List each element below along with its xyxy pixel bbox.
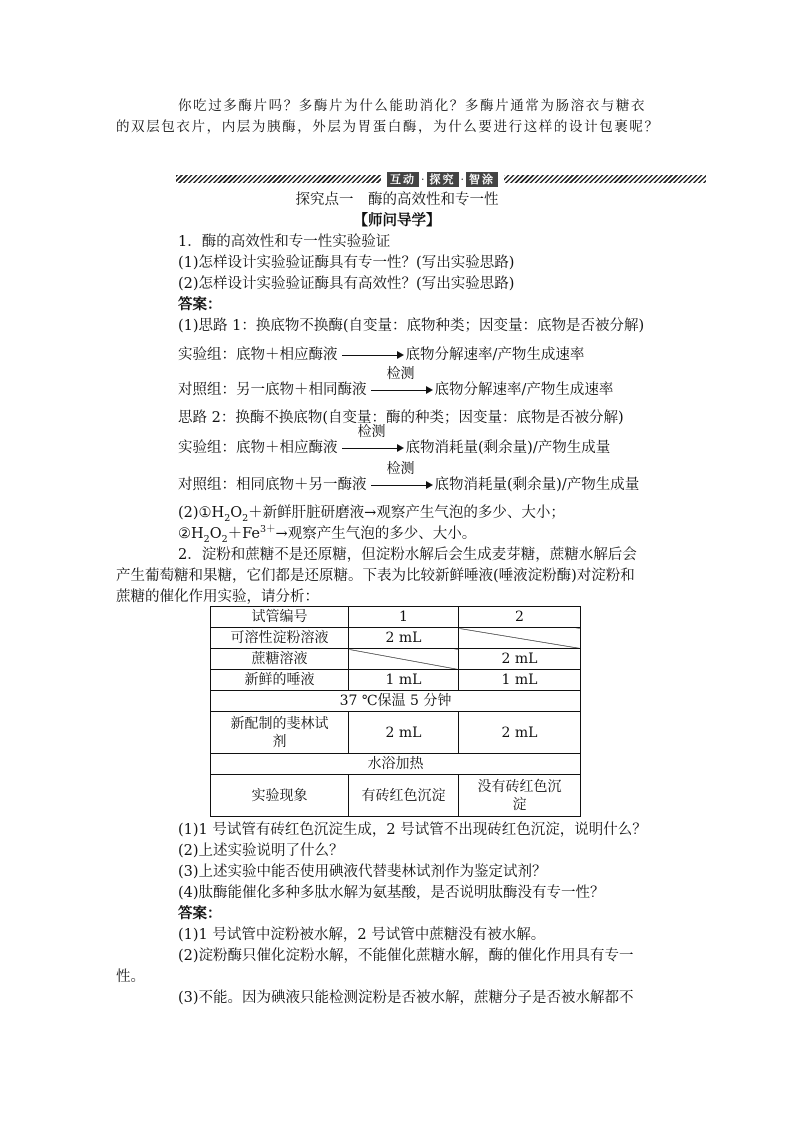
table-cell: 实验现象 bbox=[211, 775, 349, 817]
control-1-right: 底物分解速率/产物生成速率 bbox=[434, 382, 614, 398]
control-2-right: 底物消耗量(剩余量)/产物生成量 bbox=[434, 477, 640, 493]
control-group-1 bbox=[178, 366, 614, 400]
control-1-left: 对照组：另一底物＋相同酶液 bbox=[178, 382, 367, 398]
table-cell-diagonal bbox=[459, 628, 581, 649]
table-cell-span: 37 ℃保温 5 分钟 bbox=[211, 691, 581, 712]
answer-idea-1: (1)思路 1：换底物不换酶(自变量：底物种类；因变量：底物是否被分解) bbox=[178, 318, 645, 334]
table-row bbox=[211, 712, 581, 754]
table-cell: 有砖红色沉淀 bbox=[349, 775, 459, 817]
answer-label: 答案： bbox=[178, 296, 222, 313]
question-2-sub-1: (1)1 号试管有砖红色沉淀生成，2 号试管不出现砖红色沉淀，说明什么？ bbox=[178, 822, 647, 838]
hydrogen-peroxide-line-1: $(2)①H_2O_2+$新鲜肝脏研磨液→观察产生气泡的多少、大小； bbox=[178, 505, 565, 524]
subsection-title: 【师问导学】 bbox=[353, 212, 441, 229]
table-row bbox=[211, 670, 581, 691]
table-cell: 试管编号 bbox=[211, 607, 349, 628]
banner-separator: · bbox=[460, 172, 464, 186]
table-row bbox=[211, 754, 581, 775]
table-cell: 2 mL bbox=[459, 649, 581, 670]
detect-arrow bbox=[340, 424, 404, 455]
experiment-1-right: 底物分解速率/产物生成速率 bbox=[405, 347, 585, 363]
banner-tag-2: 探究 bbox=[427, 172, 459, 187]
table-cell: 2 mL bbox=[349, 712, 459, 754]
table-cell: 新鲜的唾液 bbox=[211, 670, 349, 691]
experiment-group-2 bbox=[178, 424, 611, 458]
answer-label-2: 答案： bbox=[178, 905, 222, 922]
table-cell-span: 水浴加热 bbox=[211, 754, 581, 775]
table-cell: 2 mL bbox=[459, 712, 581, 754]
table-cell-diagonal bbox=[349, 649, 459, 670]
question-1a: (1)怎样设计实验验证酶具有专一性？(写出实验思路) bbox=[178, 255, 515, 271]
question-2-sub-3: (3)上述实验中能否使用碘液代替斐林试剂作为鉴定试剂？ bbox=[178, 864, 547, 880]
table-row bbox=[211, 607, 581, 628]
answer-2-1: (1)1 号试管中淀粉被水解，2 号试管中蔗糖没有被水解。 bbox=[178, 927, 546, 943]
section-title: 探究点一 酶的高效性和专一性 bbox=[295, 192, 499, 208]
question-2-para-3: 蔗糖的催化作用实验，请分析： bbox=[116, 589, 319, 605]
detect-arrow bbox=[369, 366, 433, 397]
table-cell: 蔗糖溶液 bbox=[211, 649, 349, 670]
table-row bbox=[211, 649, 581, 670]
section-banner bbox=[176, 172, 706, 186]
experiment-group-1 bbox=[178, 345, 584, 365]
experiment-2-left: 实验组：底物＋相应酶液 bbox=[178, 440, 338, 456]
table-cell: 可溶性淀粉溶液 bbox=[211, 628, 349, 649]
question-1b: (2)怎样设计实验验证酶具有高效性？(写出实验思路) bbox=[178, 276, 515, 292]
question-2-sub-2: (2)上述实验说明了什么？ bbox=[178, 843, 344, 859]
detect-arrow bbox=[340, 348, 404, 362]
table-cell: 1 mL bbox=[459, 670, 581, 691]
banner-tag-1: 互动 bbox=[387, 172, 419, 187]
banner-tag-3: 智涂 bbox=[466, 172, 498, 187]
experiment-1-left: 实验组：底物＋相应酶液 bbox=[178, 347, 338, 363]
intro-line-1: 你吃过多酶片吗？多酶片为什么能助消化？多酶片通常为肠溶衣与糖衣 bbox=[178, 98, 647, 114]
control-group-2 bbox=[178, 461, 640, 495]
detect-arrow-label: 检测 bbox=[386, 461, 415, 477]
question-2-para-1: 2．淀粉和蔗糖不是还原糖，但淀粉水解后会生成麦芽糖，蔗糖水解后会 bbox=[178, 547, 637, 563]
table-cell: 1 mL bbox=[349, 670, 459, 691]
table-cell: 没有砖红色沉 淀 bbox=[459, 775, 581, 817]
table-cell: 新配制的斐林试 剂 bbox=[211, 712, 349, 754]
detect-arrow-label: 检测 bbox=[386, 366, 415, 382]
table-cell: 2 bbox=[459, 607, 581, 628]
banner-separator: · bbox=[421, 172, 425, 186]
detect-arrow bbox=[369, 461, 433, 492]
intro-line-2: 的双层包衣片，内层为胰酶，外层为胃蛋白酶，为什么要进行这样的设计包裹呢？ bbox=[116, 119, 660, 135]
question-2-sub-4: (4)肽酶能催化多种多肽水解为氨基酸，是否说明肽酶没有专一性？ bbox=[178, 885, 605, 901]
control-2-left: 对照组：相同底物＋另一酶液 bbox=[178, 477, 367, 493]
answer-2-3: (3)不能。因为碘液只能检测淀粉是否被水解，蔗糖分子是否被水解都不 bbox=[178, 990, 634, 1006]
question-1-heading: 1．酶的高效性和专一性实验验证 bbox=[178, 234, 391, 250]
table-cell: 2 mL bbox=[349, 628, 459, 649]
answer-2-2-line-1: (2)淀粉酶只催化淀粉水解，不能催化蔗糖水解，酶的催化作用具有专一 bbox=[178, 948, 634, 964]
table-row bbox=[211, 628, 581, 649]
answer-idea-2: 思路 2：换酶不换底物(自变量：酶的种类；因变量：底物是否被分解) bbox=[178, 410, 624, 426]
answer-2-2-line-2: 性。 bbox=[116, 969, 145, 985]
table-cell: 1 bbox=[349, 607, 459, 628]
detect-arrow-label: 检测 bbox=[357, 424, 386, 440]
question-2-para-2: 产生葡萄糖和果糖，它们都是还原糖。下表为比较新鲜唾液(唾液淀粉酶)对淀粉和 bbox=[116, 568, 635, 584]
experiment-table bbox=[210, 606, 581, 817]
table-row bbox=[211, 775, 581, 817]
hydrogen-peroxide-line-2: $②H_2O_2+Fe^{3+}\to$观察产生气泡的多少、大小。 bbox=[178, 524, 477, 545]
experiment-2-right: 底物消耗量(剩余量)/产物生成量 bbox=[405, 440, 611, 456]
banner-label bbox=[381, 170, 504, 188]
table-row bbox=[211, 691, 581, 712]
